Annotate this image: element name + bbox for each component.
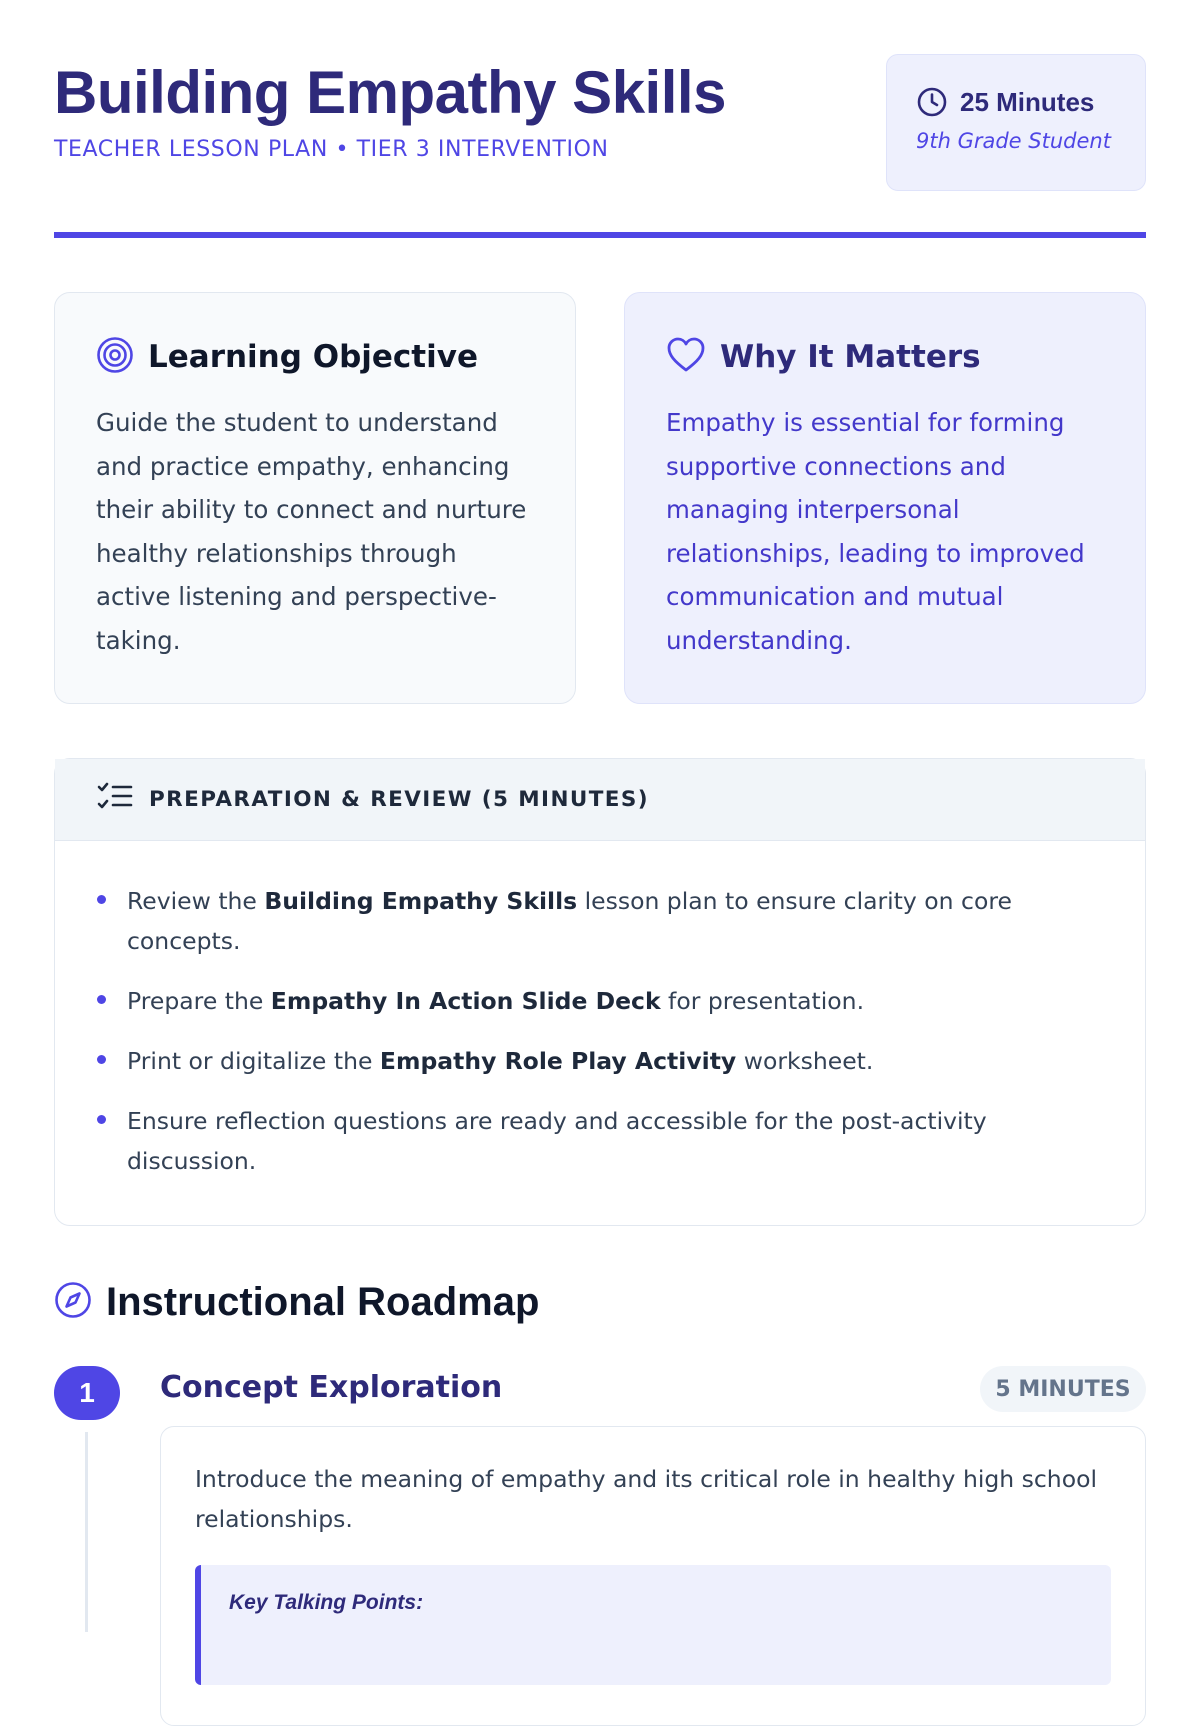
preparation-list	[55, 841, 1145, 1181]
card-body: Guide the student to understand and practice empathy, enhancing their ability to connect and nurture healthy relationships through active listening and perspective-taking.	[96, 408, 527, 655]
step-card	[160, 1426, 1146, 1726]
item-text: worksheet.	[736, 1047, 874, 1075]
card-title: Why It Matters	[720, 339, 981, 375]
heart-icon	[666, 336, 706, 379]
info-cards	[54, 292, 1146, 704]
item-emphasis: Empathy Role Play Activity	[379, 1047, 737, 1075]
item-text: lesson plan to ensure clarity on core concepts.	[127, 887, 1012, 955]
bullet-dot	[97, 1055, 106, 1064]
step-title: Concept Exploration	[160, 1370, 503, 1405]
bullet-dot	[97, 1115, 106, 1124]
duration-card	[886, 54, 1146, 191]
bullet-dot	[97, 895, 106, 904]
grade-level: 9th Grade Student	[916, 129, 1111, 153]
card-title: Learning Objective	[148, 339, 478, 375]
step-number: 1	[54, 1366, 120, 1420]
item-text: Print or digitalize the	[127, 1047, 380, 1075]
card-header	[96, 335, 535, 379]
bullet-dot	[97, 995, 106, 1004]
list-item	[97, 1041, 1105, 1081]
item-emphasis: Building Empathy Skills	[264, 887, 578, 915]
talking-points-box	[195, 1565, 1111, 1685]
list-item	[97, 1101, 1105, 1181]
lesson-header	[54, 0, 1146, 240]
roadmap-title: Instructional Roadmap	[106, 1279, 540, 1324]
clock-icon	[916, 86, 948, 118]
compass-icon	[54, 1281, 92, 1324]
item-text: Ensure reflection questions are ready and accessible for the post-activity discussion.	[127, 1107, 987, 1175]
lesson-plan-page	[54, 0, 1146, 1614]
list-item	[97, 881, 1105, 961]
card-header	[666, 335, 1105, 379]
item-emphasis: Empathy In Action Slide Deck	[270, 987, 661, 1015]
item-text: Prepare the	[127, 987, 271, 1015]
list-item	[97, 981, 1105, 1021]
page-title: Building Empathy Skills	[54, 59, 726, 126]
preparation-title: PREPARATION & REVIEW (5 MINUTES)	[149, 787, 649, 812]
duration-value: 25 Minutes	[960, 86, 1095, 117]
roadmap-header	[54, 1276, 539, 1328]
item-text: Review the	[127, 887, 265, 915]
step-duration-badge: 5 MINUTES	[980, 1366, 1146, 1412]
card-body: Empathy is essential for forming supportive connections and managing interpersonal relationships, leading to improved communication and mutual understanding.	[666, 408, 1085, 655]
page-subtitle: TEACHER LESSON PLAN • TIER 3 INTERVENTION	[54, 137, 609, 162]
why-it-matters-card	[624, 292, 1146, 704]
preparation-section	[54, 758, 1146, 1226]
item-text: for presentation.	[660, 987, 865, 1015]
checklist-icon	[97, 781, 133, 818]
step-description: Introduce the meaning of empathy and its critical role in healthy high school relationships.	[195, 1465, 1097, 1533]
duration-row	[916, 85, 1145, 119]
preparation-header	[55, 759, 1145, 841]
timeline-line	[85, 1432, 88, 1632]
talking-points-label: Key Talking Points:	[229, 1591, 424, 1614]
target-icon	[96, 336, 134, 379]
header-divider	[54, 232, 1146, 238]
learning-objective-card	[54, 292, 576, 704]
